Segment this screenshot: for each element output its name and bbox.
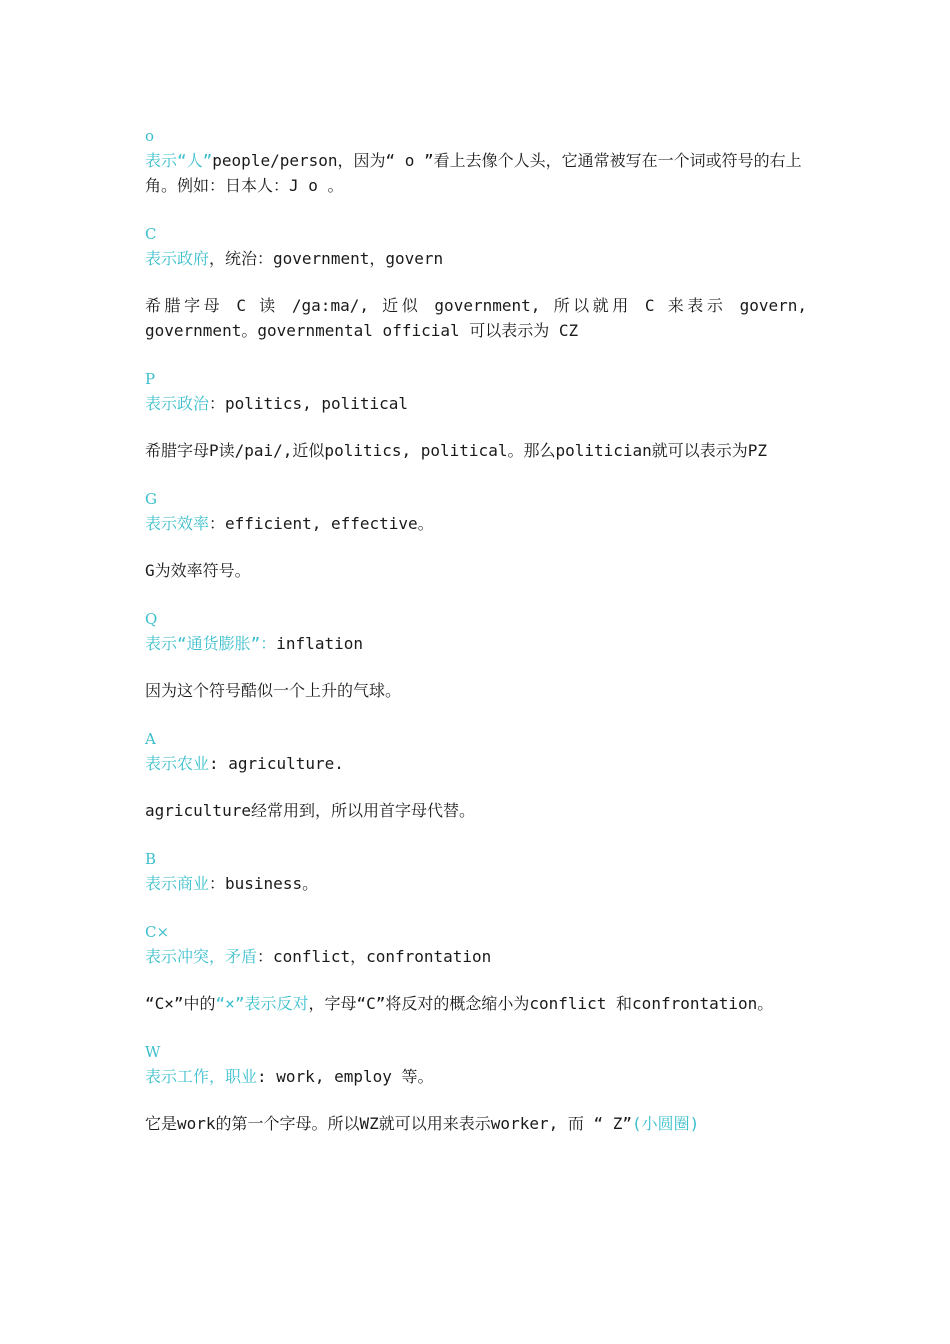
entry-a bbox=[145, 727, 807, 823]
meaning-text: ：business。 bbox=[209, 874, 319, 893]
explanation-highlight: “×”表示反对 bbox=[215, 994, 309, 1013]
meaning bbox=[145, 148, 807, 198]
meaning bbox=[145, 246, 807, 271]
meaning-text: : work, employ 等。 bbox=[257, 1067, 434, 1086]
meaning-text: ：politics, political bbox=[209, 394, 409, 413]
meaning bbox=[145, 1064, 807, 1089]
symbol: o bbox=[145, 127, 155, 145]
meaning-highlight: 表示“通货膨胀”： bbox=[145, 634, 277, 653]
meaning-highlight: 表示商业 bbox=[145, 874, 210, 893]
entry-g bbox=[145, 487, 807, 583]
entry-w bbox=[145, 1040, 807, 1136]
entry-q bbox=[145, 607, 807, 703]
meaning-highlight: 表示效率 bbox=[145, 514, 210, 533]
symbol: A bbox=[145, 730, 156, 748]
meaning-text: ：conflict，confrontation bbox=[257, 947, 492, 966]
meaning-highlight: 表示冲突，矛盾 bbox=[145, 947, 258, 966]
meaning bbox=[145, 631, 807, 656]
symbol: C bbox=[145, 225, 157, 243]
explanation: G为效率符号。 bbox=[145, 561, 251, 580]
explanation bbox=[145, 1111, 807, 1136]
meaning-highlight: 表示工作，职业 bbox=[145, 1067, 258, 1086]
explanation-text: 它是work的第一个字母。所以WZ就可以用来表示worker, 而 “ Z” bbox=[145, 1114, 633, 1133]
meaning bbox=[145, 751, 807, 776]
explanation: agriculture经常用到，所以用首字母代替。 bbox=[145, 801, 475, 820]
explanation-text: “C×”中的 bbox=[145, 994, 216, 1013]
entry-o bbox=[145, 124, 807, 198]
symbol: G bbox=[145, 490, 157, 508]
explanation-highlight: (小圆圈) bbox=[632, 1114, 700, 1133]
meaning-text: people/person，因为“ o ”看上去像个人头，它通常被写在一个词或符号的右上角。例如：日本人：J o 。 bbox=[145, 151, 802, 195]
meaning-text: : agriculture. bbox=[209, 754, 344, 773]
meaning-highlight: 表示“人” bbox=[145, 151, 213, 170]
meaning-highlight: 表示政治 bbox=[145, 394, 210, 413]
explanation bbox=[145, 991, 807, 1016]
meaning bbox=[145, 944, 807, 969]
document-page bbox=[145, 124, 807, 1136]
meaning-text: inflation bbox=[276, 634, 363, 653]
symbol: Q bbox=[145, 610, 158, 628]
symbol: W bbox=[145, 1043, 161, 1061]
explanation: 因为这个符号酷似一个上升的气球。 bbox=[145, 681, 402, 700]
explanation: 希腊字母 C 读 /ga:ma/, 近似 government, 所以就用 C 来表示 govern, government。governmental official 可以表示为 CZ bbox=[145, 296, 807, 340]
symbol: P bbox=[145, 370, 156, 388]
entry-c bbox=[145, 222, 807, 343]
entry-c-cross bbox=[145, 920, 807, 1016]
meaning bbox=[145, 871, 807, 896]
meaning bbox=[145, 511, 807, 536]
meaning-text: ：efficient, effective。 bbox=[209, 514, 434, 533]
symbol: C× bbox=[145, 923, 170, 941]
symbol: B bbox=[145, 850, 157, 868]
meaning-text: ，统治：government，govern bbox=[209, 249, 444, 268]
entry-p bbox=[145, 367, 807, 463]
meaning-highlight: 表示农业 bbox=[145, 754, 210, 773]
explanation-text: ，字母“C”将反对的概念缩小为conflict 和confrontation。 bbox=[308, 994, 774, 1013]
meaning bbox=[145, 391, 807, 416]
meaning-highlight: 表示政府 bbox=[145, 249, 210, 268]
explanation: 希腊字母P读/pai/,近似politics, political。那么politician就可以表示为PZ bbox=[145, 441, 768, 460]
entry-b bbox=[145, 847, 807, 896]
